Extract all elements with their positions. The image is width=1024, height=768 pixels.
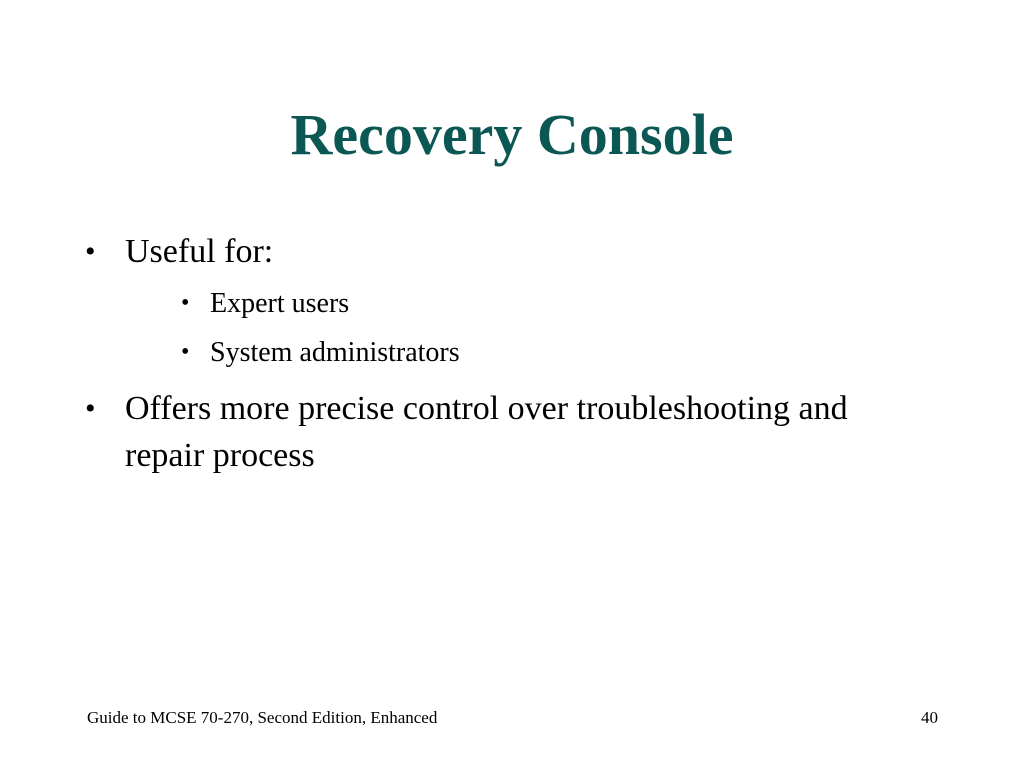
- bullet-text: Offers more precise control over troubleshooting and repair process: [125, 390, 848, 474]
- bullet-text: Useful for:: [125, 233, 274, 270]
- bullet-list: [85, 228, 935, 481]
- sub-bullet-item-expert-users: [181, 279, 935, 328]
- bullet-icon: •: [85, 235, 96, 268]
- bullet-icon: •: [181, 290, 190, 316]
- bullet-icon: •: [181, 339, 190, 365]
- sub-bullet-text: Expert users: [210, 288, 350, 319]
- bullet-item-precise-control: [85, 385, 935, 479]
- slide-title: Recovery Console: [290, 102, 734, 167]
- sub-bullet-item-system-administrators: [181, 328, 935, 377]
- bullet-icon: •: [85, 392, 96, 425]
- page-number: 40: [921, 708, 938, 727]
- bullet-item-useful-for: [85, 228, 935, 377]
- footer-course-title: Guide to MCSE 70-270, Second Edition, Enhanced: [87, 708, 438, 727]
- sub-bullet-text: System administrators: [210, 337, 460, 368]
- sub-bullet-list: [125, 279, 935, 377]
